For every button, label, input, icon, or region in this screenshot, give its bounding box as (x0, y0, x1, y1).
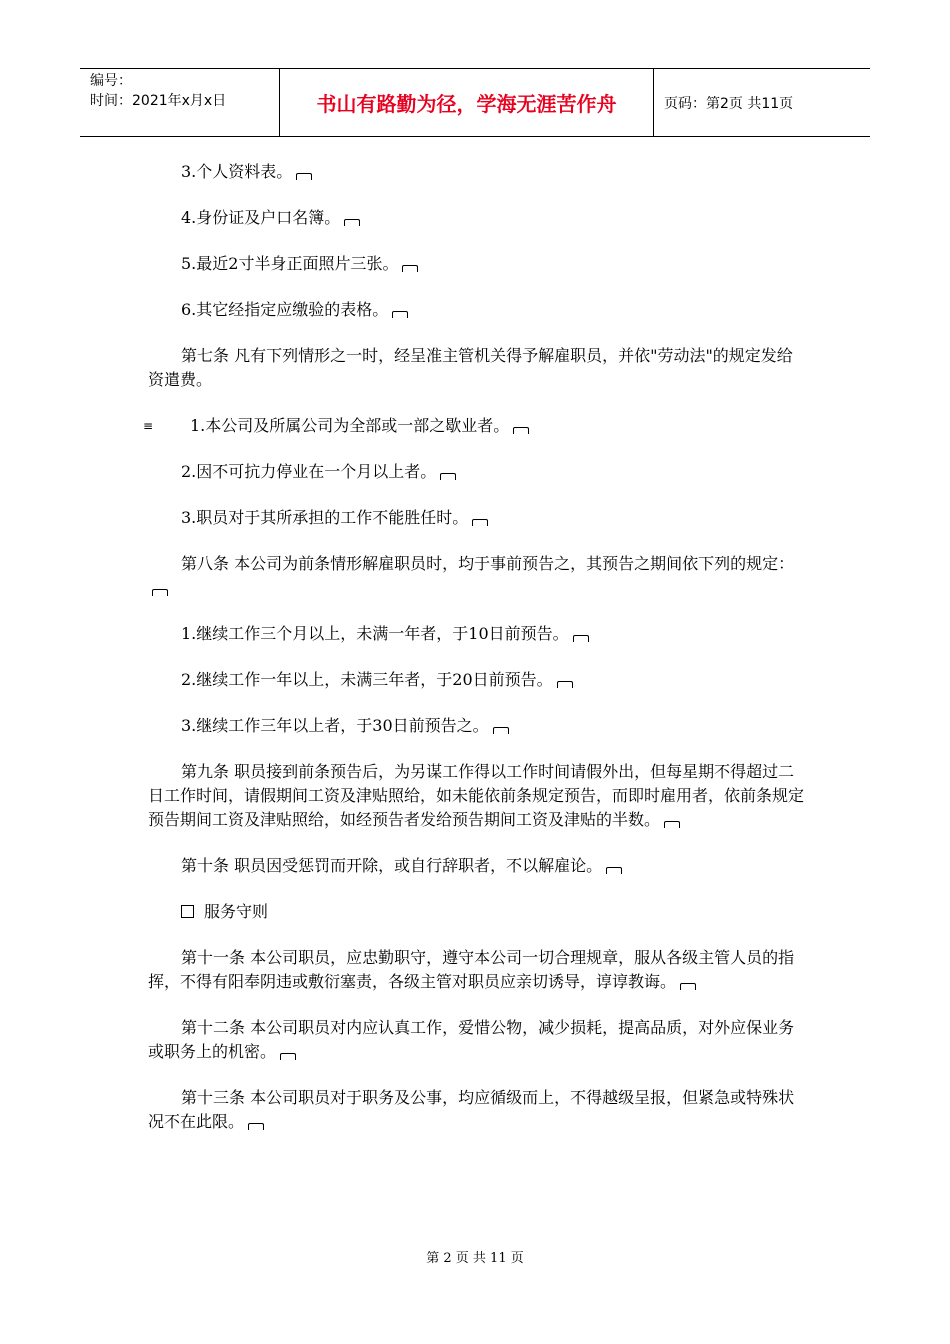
paragraph-mark-icon (472, 519, 488, 526)
paragraph: 6.其它经指定应缴验的表格。 (148, 298, 808, 322)
header-page-label: 页码：第2页 共11页 (664, 95, 794, 112)
paragraph-mark-icon (513, 427, 529, 434)
article-7: 第七条 凡有下列情形之一时，经呈准主管机关得予解雇职员，并依"劳动法"的规定发给资遣费。 (148, 346, 793, 389)
header-meta (80, 69, 280, 136)
margin-symbol: ≡ (143, 419, 154, 433)
paragraph-mark-icon (280, 1053, 296, 1060)
paragraph: 4.身份证及户口名簿。 (148, 206, 808, 230)
time-label: 时间：2021年x月x日 (90, 93, 227, 109)
header-motto: 书山有路勤为径，学海无涯苦作舟 (280, 69, 654, 136)
paragraph: 3.职员对于其所承担的工作不能胜任时。 (148, 506, 808, 530)
paragraph-mark-icon (152, 589, 168, 596)
paragraph: 1.继续工作三个月以上，未满一年者，于10日前预告。 (148, 622, 808, 646)
article-11: 第十一条 本公司职员，应忠勤职守，遵守本公司一切合理规章，服从各级主管人员的指挥，不得有阳奉阴违或敷衍塞责，各级主管对职员应亲切诱导，谆谆教诲。 (148, 948, 795, 991)
paragraph: 2.因不可抗力停业在一个月以上者。 (148, 460, 808, 484)
paragraph-mark-icon (680, 983, 696, 990)
paragraph-mark-icon (344, 219, 360, 226)
paragraph-mark-icon (402, 265, 418, 272)
paragraph-mark-icon (392, 311, 408, 318)
section-heading: 服务守则 (148, 900, 808, 924)
article-10: 第十条 职员因受惩罚而开除，或自行辞职者，不以解雇论。 (148, 854, 808, 878)
paragraph-mark-icon (557, 681, 573, 688)
paragraph: 2.继续工作一年以上，未满三年者，于20日前预告。 (148, 668, 808, 692)
paragraph: 3.个人资料表。 (148, 160, 808, 184)
number-label: 编号： (90, 73, 132, 89)
paragraph-mark-icon (296, 173, 312, 180)
paragraph-mark-icon (440, 473, 456, 480)
paragraph-mark-icon (493, 727, 509, 734)
paragraph: ≡ 1.本公司及所属公司为全部或一部之歇业者。 (148, 414, 808, 438)
page-footer: 第 2 页 共 11 页 (426, 1251, 524, 1266)
paragraph: 5.最近2寸半身正面照片三张。 (148, 252, 808, 276)
paragraph-mark-icon (606, 867, 622, 874)
article-12: 第十二条 本公司职员对内应认真工作，爱惜公物，减少损耗，提高品质，对外应保业务或职务上的机密。 (148, 1018, 795, 1061)
paragraph-mark-icon (664, 821, 680, 828)
document-body (143, 160, 808, 1156)
checkbox-square-icon (181, 905, 194, 918)
paragraph-mark-icon (248, 1123, 264, 1130)
article-13: 第十三条 本公司职员对于职务及公事，均应循级而上，不得越级呈报，但紧急或特殊状况不在此限。 (148, 1088, 795, 1131)
article-9: 第九条 职员接到前条预告后，为另谋工作得以工作时间请假外出，但每星期不得超过二日工作时间，请假期间工资及津贴照给，如未能依前条规定预告，而即时雇用者，依前条规定预告期间工资及津贴照给，如经预告者发给预告期间工资及津贴的半数。 (148, 762, 805, 829)
paragraph-mark-icon (573, 635, 589, 642)
paragraph: 3.继续工作三年以上者，于30日前预告之。 (148, 714, 808, 738)
article-8: 第八条 本公司为前条情形解雇职员时，均于事前预告之，其预告之期间依下列的规定： (148, 552, 808, 600)
page-header (80, 68, 870, 137)
